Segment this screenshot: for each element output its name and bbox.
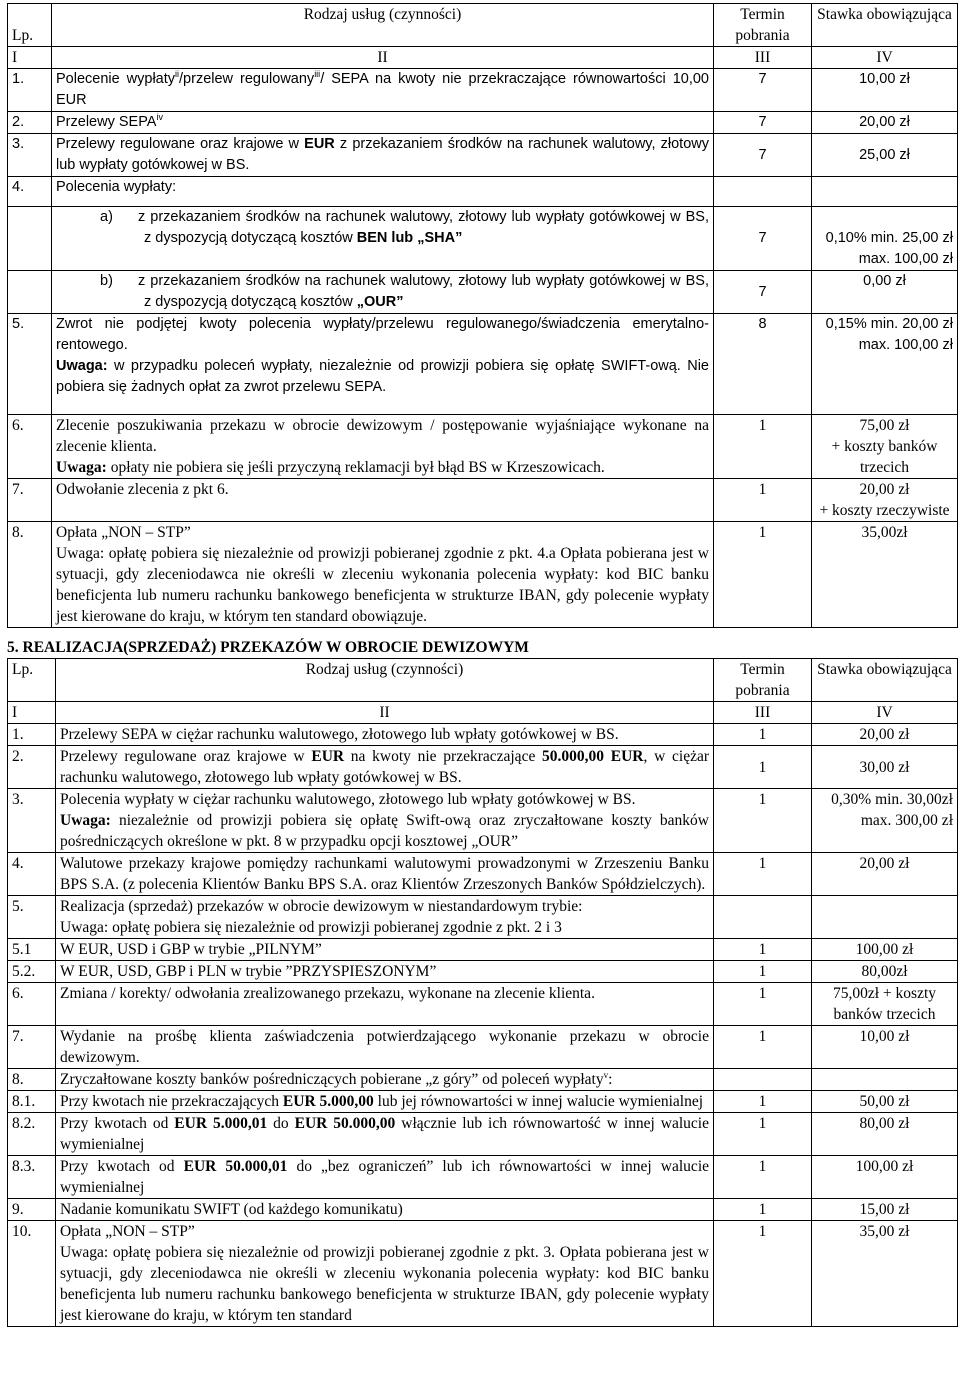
row-description (52, 112, 714, 134)
rate-line: 75,00 zł (859, 417, 910, 434)
row-term: 7 (714, 69, 812, 112)
row-term: 1 (714, 1221, 812, 1327)
table-row (8, 853, 958, 896)
row-text: Opłata „NON – STP” (56, 524, 191, 541)
fee-table-foreign-transfers (7, 3, 958, 628)
row-term: 1 (714, 983, 812, 1026)
note-label: Uwaga: (60, 812, 111, 829)
row-description (52, 314, 714, 415)
header-rate: Stawka obowiązująca (812, 4, 958, 47)
rate-line: 0,15% min. 20,00 zł (825, 316, 953, 332)
rate-line: + koszty rzeczywiste (819, 502, 950, 519)
table-row (8, 479, 958, 522)
row-description (52, 271, 714, 314)
row-number: 2. (8, 112, 52, 134)
row-text: z przekazaniem środków na rachunek walutowy, złotowy lub wypłaty gotówkowej w BS. (56, 136, 709, 173)
header-rate: Stawka obowiązująca (812, 659, 958, 702)
row-rate: 100,00 zł (812, 1156, 958, 1199)
row-number: 7. (8, 1026, 56, 1069)
row-term: 1 (714, 1156, 812, 1199)
row-description: Walutowe przekazy krajowe pomiędzy rachunkami walutowymi prowadzonymi w Zrzeszeniu Banku BPS S.A. (z polecenia Klientów Banku BPS S.A. oraz Klientów Zrzeszonych Banków Spółdzielczych). (56, 853, 714, 896)
row-description (56, 1113, 714, 1156)
roman-4: IV (812, 47, 958, 69)
note-label: Uwaga: (56, 358, 108, 374)
row-text: Polecenia wypłaty w ciężar rachunku walutowego, złotowego lub wpłaty gotówkowej w BS. (60, 791, 636, 808)
row-term: 7 (714, 207, 812, 271)
row-term: 7 (714, 112, 812, 134)
row-description (56, 789, 714, 853)
row-text: Przy kwotach od (60, 1158, 184, 1175)
row-number: 10. (8, 1221, 56, 1327)
row-number: 4. (8, 177, 52, 207)
row-rate: 30,00 zł (812, 746, 958, 789)
row-description: W EUR, USD i GBP w trybie „PILNYM” (56, 939, 714, 961)
row-text: na kwoty nie przekraczające (344, 748, 543, 765)
roman-1: I (8, 702, 56, 724)
header-service: Rodzaj usług (czynności) (56, 659, 714, 702)
table-row (8, 1199, 958, 1221)
row-text: Zwrot nie podjętej kwoty polecenia wypłaty/przelewu regulowanego/świadczenia emerytalno-rentowego. (56, 316, 709, 353)
row-term: 8 (714, 314, 812, 415)
row-description: Przelewy SEPA w ciężar rachunku walutowego, złotowego lub wpłaty gotówkowej w BS. (56, 724, 714, 746)
row-rate: 15,00 zł (812, 1199, 958, 1221)
row-description (52, 415, 714, 479)
table-row (8, 939, 958, 961)
row-term: 1 (714, 746, 812, 789)
row-description (52, 207, 714, 271)
row-description (52, 134, 714, 177)
row-term: 1 (714, 415, 812, 479)
row-term: 1 (714, 1199, 812, 1221)
row-text: Przelewy regulowane oraz krajowe w (60, 748, 312, 765)
table-row (8, 1026, 958, 1069)
footnote-ref: iv (156, 112, 163, 123)
footnote-ref: v (603, 1069, 609, 1080)
row-text: Zlecenie poszukiwania przekazu w obrocie dewizowym / postępowanie wyjaśniające wykonane na zlecenie klienta. (56, 417, 709, 455)
row-description: W EUR, USD, GBP i PLN w trybie ”PRZYSPIESZONYM” (56, 961, 714, 983)
row-number: 3. (8, 134, 52, 177)
currency-label: EUR (304, 136, 335, 152)
header-term: Termin pobrania (714, 4, 812, 47)
note-text: Uwaga: opłatę pobiera się niezależnie od prowizji pobieranej zgodnie z pkt. 3. Opłata pobierana jest w sytuacji, gdy zleceniodawca nie określi w zleceniu wykonania polecenia wypłaty: kod BIC banku beneficjenta lub numeru rachunku bankowego beneficjenta w strukturze IBAN, gdy polecenie wypłaty jest kierowane do kraju, w którym ten standard (60, 1244, 709, 1324)
row-description (56, 1221, 714, 1327)
roman-numerals-row (8, 702, 958, 724)
header-lp: Lp. (8, 659, 56, 702)
row-description (56, 1091, 714, 1113)
row-text: Przelewy SEPA (56, 114, 157, 130)
amount-label: EUR 5.000,00 (282, 1093, 374, 1110)
roman-1: I (8, 47, 52, 69)
row-number: 1. (8, 724, 56, 746)
row-rate: 0,00 zł (812, 271, 958, 314)
row-number: 4. (8, 853, 56, 896)
row-number: 9. (8, 1199, 56, 1221)
rate-line: max. 100,00 zł (858, 337, 953, 353)
currency-label: EUR (311, 748, 345, 765)
row-number: 8.3. (8, 1156, 56, 1199)
table-row (8, 983, 958, 1026)
note-text: Uwaga: opłatę pobiera się niezależnie od prowizji pobieranej zgodnie z pkt. 4.a Opłata pobierana jest w sytuacji, gdy zleceniodawca nie określi w zleceniu wykonania polecenia wypłaty: kod BIC banku beneficjenta lub numeru rachunku bankowego beneficjenta w strukturze IBAN, gdy polecenie wypłaty jest kierowane do kraju, w którym ten standard obowiązuje. (56, 545, 709, 625)
row-number: 7. (8, 479, 52, 522)
footnote-ref: ii (175, 69, 180, 80)
cost-option: „SHA” (417, 230, 463, 246)
empty-cell (812, 177, 958, 207)
row-description (52, 522, 714, 628)
row-number: 8. (8, 1069, 56, 1091)
amount-label: 50.000,00 EUR (542, 748, 644, 765)
table-row (8, 746, 958, 789)
header-service: Rodzaj usług (czynności) (52, 4, 714, 47)
table-row (8, 1156, 958, 1199)
rate-line: + koszty banków (831, 438, 938, 455)
note-text: opłaty nie pobiera się jeśli przyczyną reklamacji był błąd BS w Krzeszowicach. (106, 459, 605, 476)
row-text: lub (387, 230, 418, 246)
sub-letter: b) (100, 273, 113, 289)
note-label: Uwaga: (56, 459, 107, 476)
table-row (8, 177, 958, 207)
note-text: w przypadku poleceń wypłaty, niezależnie od prowizji pobiera się opłatę SWIFT-ową. Nie pobiera się żadnych opłat za zwrot przelewu SEPA. (56, 358, 709, 395)
table-row (8, 1221, 958, 1327)
rate-line: 0,10% min. 25,00 zł (825, 230, 953, 246)
row-rate: 10,00 zł (812, 1026, 958, 1069)
row-rate: 35,00zł (812, 522, 958, 628)
row-term: 1 (714, 479, 812, 522)
row-rate: 20,00 zł (812, 724, 958, 746)
row-rate: 100,00 zł (812, 939, 958, 961)
table-subrow (8, 271, 958, 314)
row-text: /przelew regulowany (179, 71, 315, 87)
roman-numerals-row (8, 47, 958, 69)
row-term: 1 (714, 853, 812, 896)
row-text: Opłata „NON – STP” (60, 1223, 195, 1240)
row-term: 1 (714, 789, 812, 853)
table-row (8, 415, 958, 479)
row-rate: 50,00 zł (812, 1091, 958, 1113)
roman-3: III (714, 47, 812, 69)
row-number: 8.1. (8, 1091, 56, 1113)
amount-label: EUR 50.000,00 (294, 1115, 396, 1132)
row-term: 1 (714, 961, 812, 983)
rate-line: max. 300,00 zł (860, 812, 953, 829)
row-description (56, 746, 714, 789)
roman-3: III (714, 702, 812, 724)
row-text: lub jej równowartości w innej walucie wymienialnej (373, 1093, 704, 1110)
row-text: Zryczałtowane koszty banków pośredniczących pobierane „z góry” od poleceń wypłaty (60, 1071, 604, 1088)
row-term: 1 (714, 1113, 812, 1156)
row-text: do (267, 1115, 295, 1132)
row-term (714, 896, 812, 939)
table-row (8, 896, 958, 939)
rate-line: max. 100,00 zł (858, 251, 953, 267)
row-text: z przekazaniem środków na rachunek walutowy, złotowy lub wypłaty gotówkowej w BS, z dyspozycją dotyczącą kosztów (138, 209, 709, 246)
row-text: , w ciężar rachunku walutowego, złotowego lub wpłaty gotówkowej w BS. (60, 748, 709, 786)
row-text: Przelewy regulowane oraz krajowe w (56, 136, 305, 152)
roman-4: IV (812, 702, 958, 724)
table-row (8, 522, 958, 628)
row-rate (812, 789, 958, 853)
row-description: Wydanie na prośbę klienta zaświadczenia potwierdzającego wykonanie przekazu w obrocie dewizowym. (56, 1026, 714, 1069)
row-description: Odwołanie zlecenia z pkt 6. (52, 479, 714, 522)
roman-2: II (52, 47, 714, 69)
roman-2: II (56, 702, 714, 724)
cost-option: „OUR” (356, 294, 404, 310)
row-text: Realizacja (sprzedaż) przekazów w obrocie dewizowym w niestandardowym trybie: (60, 898, 583, 915)
section-title: 5. REALIZACJA(SPRZEDAŻ) PRZEKAZÓW W OBROCIE DEWIZOWYM (7, 639, 529, 656)
row-term: 1 (714, 1091, 812, 1113)
row-description: Zmiana / korekty/ odwołania zrealizowanego przekazu, wykonane na zlecenie klienta. (56, 983, 714, 1026)
table-row (8, 961, 958, 983)
rate-line: 0,30% min. 30,00zł (831, 791, 953, 808)
header-lp: Lp. (8, 4, 52, 47)
amount-label: EUR 5.000,01 (174, 1115, 268, 1132)
row-number: 6. (8, 415, 52, 479)
table-row (8, 1091, 958, 1113)
sub-letter: a) (100, 209, 113, 225)
row-number: 6. (8, 983, 56, 1026)
row-number: 5.2. (8, 961, 56, 983)
table-header-row (8, 659, 958, 702)
row-rate: 80,00zł (812, 961, 958, 983)
row-number: 2. (8, 746, 56, 789)
row-text: : (608, 1071, 613, 1088)
row-rate: 25,00 zł (812, 134, 958, 177)
row-rate: 20,00 zł (812, 112, 958, 134)
row-text: Przy kwotach nie przekraczających (60, 1093, 283, 1110)
row-text: Polecenie wypłaty (56, 71, 176, 87)
table-row (8, 1113, 958, 1156)
row-number: 1. (8, 69, 52, 112)
row-rate (812, 1069, 958, 1091)
row-term: 1 (714, 522, 812, 628)
table-row (8, 1069, 958, 1091)
empty-cell (714, 177, 812, 207)
row-term (714, 1069, 812, 1091)
row-number: 5.1 (8, 939, 56, 961)
row-description (56, 1069, 714, 1091)
row-number: 8.2. (8, 1113, 56, 1156)
row-text: z przekazaniem środków na rachunek walutowy, złotowy lub wypłaty gotówkowej w BS, z dyspozycją dotyczącą kosztów (138, 273, 709, 310)
table-header-row (8, 4, 958, 47)
row-rate: 35,00 zł (812, 1221, 958, 1327)
fee-table-transfer-execution (7, 658, 958, 1327)
row-text: do „bez ograniczeń” lub ich równowartości w innej walucie wymienialnej (60, 1158, 709, 1196)
row-text: / SEPA na kwoty nie przekraczające równowartości 10,00 EUR (56, 71, 709, 108)
row-rate (812, 314, 958, 415)
amount-label: EUR 50.000,01 (183, 1158, 288, 1175)
row-term: 1 (714, 724, 812, 746)
rate-line: trzecich (859, 459, 910, 476)
table-subrow (8, 207, 958, 271)
note-text: Uwaga: opłatę pobiera się niezależnie od prowizji pobieranej zgodnie z pkt. 2 i 3 (60, 919, 562, 936)
row-rate: 10,00 zł (812, 69, 958, 112)
row-rate: 20,00 zł (812, 853, 958, 896)
empty-cell (8, 207, 52, 271)
rate-line: 75,00zł + koszty (832, 985, 937, 1002)
row-rate (812, 207, 958, 271)
table-row (8, 69, 958, 112)
row-text: Przy kwotach od (60, 1115, 175, 1132)
row-term: 7 (714, 271, 812, 314)
table-row (8, 724, 958, 746)
rate-line: 20,00 zł (859, 481, 910, 498)
row-description (56, 1156, 714, 1199)
row-term: 1 (714, 939, 812, 961)
row-rate: 80,00 zł (812, 1113, 958, 1156)
row-term: 1 (714, 1026, 812, 1069)
table-row (8, 134, 958, 177)
row-number: 5. (8, 896, 56, 939)
row-text: włącznie lub ich równowartość w innej walucie wymienialnej (60, 1115, 709, 1153)
row-rate (812, 415, 958, 479)
note-text: niezależnie od prowizji pobiera się opłatę Swift-ową oraz zryczałtowane koszty banków pośredniczących określone w pkt. 8 w przypadku opcji kosztowej „OUR” (60, 812, 709, 850)
row-description: Nadanie komunikatu SWIFT (od każdego komunikatu) (56, 1199, 714, 1221)
cost-option: BEN (356, 230, 388, 246)
footnote-ref: iii (314, 69, 321, 80)
row-number: 5. (8, 314, 52, 415)
row-rate (812, 479, 958, 522)
row-description: Polecenia wypłaty: (52, 177, 714, 207)
row-number: 3. (8, 789, 56, 853)
row-rate (812, 983, 958, 1026)
row-description (56, 896, 714, 939)
rate-line: banków trzecich (833, 1006, 936, 1023)
table-row (8, 112, 958, 134)
row-term: 7 (714, 134, 812, 177)
empty-cell (8, 271, 52, 314)
table-row (8, 789, 958, 853)
row-description (52, 69, 714, 112)
header-term: Termin pobrania (714, 659, 812, 702)
row-rate (812, 896, 958, 939)
row-number: 8. (8, 522, 52, 628)
table-row (8, 314, 958, 415)
